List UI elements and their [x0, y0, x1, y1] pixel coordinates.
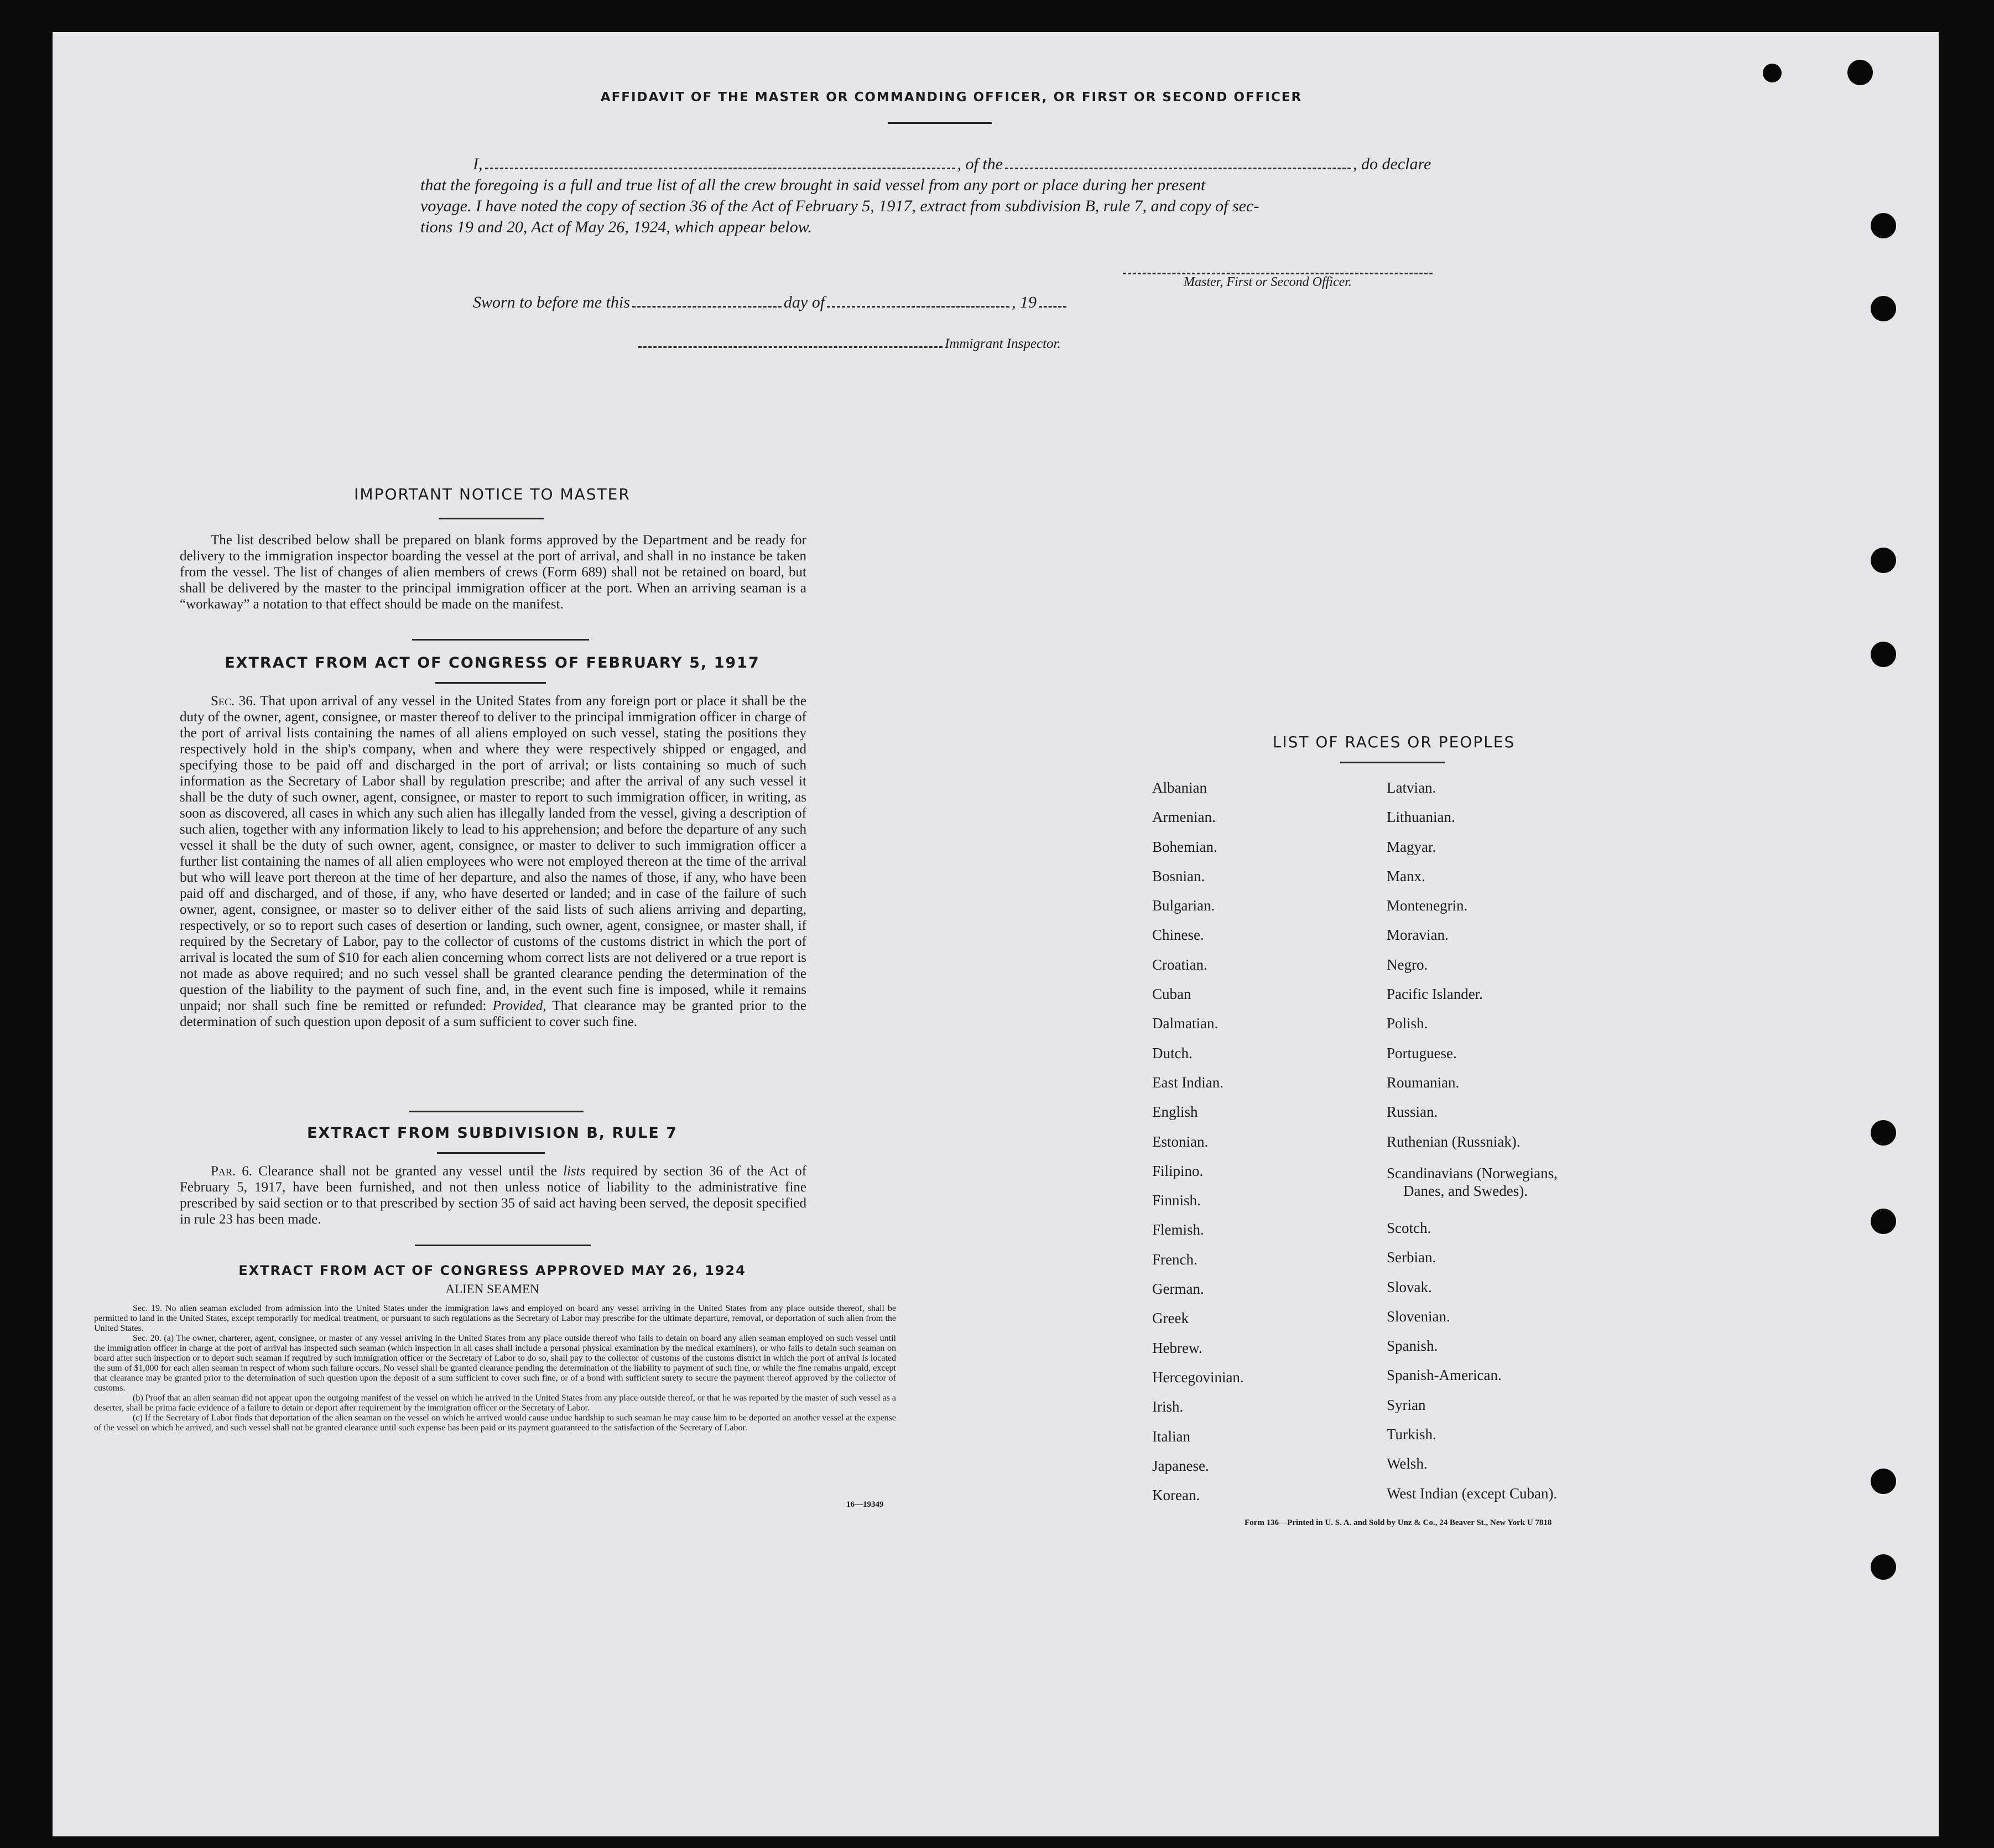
race-item: English: [1152, 1103, 1198, 1121]
race-item: Dutch.: [1152, 1044, 1193, 1061]
do-declare-label: , do declare: [1353, 155, 1431, 173]
race-item: Dalmatian.: [1152, 1015, 1219, 1032]
race-item: Portuguese.: [1387, 1044, 1457, 1061]
race-item: French.: [1152, 1251, 1198, 1268]
sworn-year-field[interactable]: [1039, 300, 1066, 308]
inspector-field[interactable]: [638, 341, 943, 348]
race-item: Armenian.: [1152, 809, 1216, 826]
of-the-label: , of the: [957, 155, 1003, 173]
race-item: Cuban: [1152, 986, 1191, 1003]
extract-1924-title: EXTRACT FROM ACT OF CONGRESS APPROVED MAY 26, 1924: [238, 1263, 746, 1278]
races-left-column: [1152, 773, 1244, 1510]
sworn-line: [473, 293, 1069, 312]
divider: [415, 1245, 591, 1246]
race-item: Serbian.: [1387, 1249, 1436, 1266]
par-6-text: Clearance shall not be granted any vessel until the: [258, 1164, 557, 1179]
sworn-label: Sworn to before me this: [473, 293, 630, 311]
sworn-day-field[interactable]: [632, 300, 782, 308]
sec-36-label: Sec. 36.: [211, 694, 257, 709]
punch-hole: [1871, 1120, 1896, 1146]
race-item: Irish.: [1152, 1398, 1184, 1415]
divider: [1340, 762, 1445, 763]
signature-line[interactable]: [1123, 268, 1433, 274]
sec-36-text-end: That clearance may be granted prior to the determination of such question upon deposit of a sum sufficient to cover such fine.: [180, 998, 806, 1029]
punch-hole: [1871, 296, 1896, 321]
subdivision-b-body: [180, 1163, 806, 1227]
inspector-label: Immigrant Inspector.: [945, 336, 1061, 351]
race-item: Estonian.: [1152, 1133, 1209, 1150]
signature-label: Master, First or Second Officer.: [1184, 275, 1352, 289]
race-item: West Indian (except Cuban).: [1387, 1485, 1558, 1502]
alien-seamen-subtitle: ALIEN SEAMEN: [445, 1282, 539, 1296]
divider: [439, 518, 544, 519]
race-item: Manx.: [1387, 867, 1425, 884]
inspector-line: [636, 336, 1061, 352]
races-title: LIST OF RACES OR PEOPLES: [1272, 733, 1516, 751]
extract-1917-body: [180, 693, 806, 1030]
lists-word: lists: [563, 1164, 586, 1179]
year-label: , 19: [1012, 293, 1037, 311]
divider: [435, 682, 546, 684]
race-item: Welsh.: [1387, 1455, 1428, 1472]
sworn-month-field[interactable]: [827, 300, 1009, 308]
race-item: Lithuanian.: [1387, 809, 1455, 826]
form-code: 16—19349: [846, 1500, 884, 1509]
race-item: Ruthenian (Russniak).: [1387, 1133, 1521, 1150]
race-item: Russian.: [1387, 1103, 1438, 1121]
par-6-label: Par. 6.: [211, 1164, 252, 1179]
notice-title: IMPORTANT NOTICE TO MASTER: [354, 485, 631, 503]
sec-36-text: That upon arrival of any vessel in the United States from any foreign port or place it shall be the duty of the owner, agent, consignee, or master thereof to deliver to the principal immigration officer in charge of the port of arrival lists containing the names of all aliens employed on such vessel, stating the positions they respectively hold in the ship's company, when and where they were respectively shipped or engaged, and specifying those to be paid off and discharged in the port of arrival; or lists containing so much of such information as the Secretary of Labor shall by regulation prescribe; and after the arrival of any such vessel it shall be the duty of such owner, agent, consignee, or master to report to such immigration officer, in writing, as soon as discovered, all cases in which any such alien has illegally landed from the vessel, giving a description of such alien, together with any information likely to lead to his apprehension; and before the departure of any such vessel it shall be the duty of such owner, agent, consignee, or master to deliver to such immigration officer a further list containing the names of all alien employees who were not employed thereon at the time of the arrival but who will leave port thereon at the time of her departure, and also the names of those, if any, who have been paid off and discharged, and of those, if any, who have deserted or landed; and in case of the failure of such owner, agent, consignee, or master so to deliver either of the said lists of such aliens arriving and departing, respectively, or so to report such cases of desertion or landing, such owner, agent, consignee, or master shall, if required by the Secretary of Labor, pay to the collector of customs of the customs district in which the port of arrival is located the sum of $10 for each alien concerning whom correct lists are not delivered or a true report is not made as above required; and no such vessel shall be granted clearance pending the determination of the question of the liability to the payment of such fine, and, in the event such fine is imposed, while it remains unpaid; nor shall such fine be remitted or refunded:: [180, 694, 806, 1013]
races-right-column-continued: [1387, 1214, 1557, 1508]
extract-1924-body: [94, 1304, 896, 1433]
notice-body: The list described below shall be prepared on blank forms approved by the Department and be ready for delivery to the immigration inspector boarding the vessel at the port of arrival, and shall in no instance be taken from the vessel. The list of changes of alien members of crews (Form 689) shall not be retained on board, but shall be delivered by the master to the principal immigration officer at the port. When an arriving seaman is a “workaway” a notation to that effect should be made on the manifest.: [180, 533, 806, 612]
race-item: Spanish.: [1387, 1337, 1438, 1355]
race-item: Greek: [1152, 1310, 1189, 1327]
punch-hole: [1763, 64, 1782, 82]
punch-hole: [1871, 1554, 1896, 1580]
race-item: Filipino.: [1152, 1162, 1204, 1179]
punch-hole: [1871, 642, 1896, 667]
race-scandinavians: Scandinavians (Norwegians, Danes, and Swedes).: [1387, 1165, 1558, 1199]
race-item: Pacific Islander.: [1387, 986, 1483, 1003]
name-field[interactable]: [485, 162, 955, 169]
race-item: Slovenian.: [1387, 1308, 1450, 1325]
race-item: Magyar.: [1387, 838, 1436, 855]
affidavit-line-1: [420, 154, 1460, 175]
sec-20c-text: (c) If the Secretary of Labor finds that deportation of the alien seaman on the vessel on which he arrived would cause undue hardship to such seaman he may cause him to be deported on another vessel at the expense of the vessel on which he arrived, and such vessel shall not be granted clearance until such expense has been paid or its payment guaranteed to the satisfaction of the Secretary of Labor.: [94, 1413, 896, 1433]
race-item: Montenegrin.: [1387, 897, 1468, 914]
race-item: Japanese.: [1152, 1457, 1209, 1474]
divider: [437, 1152, 545, 1154]
sec-19-text: Sec. 19. No alien seaman excluded from admission into the United States under the immigration laws and employed on board any vessel arriving in the United States from any place outside thereof, shall be permitted to land in the United States, except temporarily for medical treatment, or pursuant to such regulations as the Secretary of Labor may prescribe for the ultimate departure, removal, or deportation of such alien from the United States.: [94, 1304, 896, 1333]
sec-20a-text: Sec. 20. (a) The owner, charterer, agent, consignee, or master of any vessel arriving in the United States from any place outside thereof who fails to detain on board any alien seaman employed on such vessel until the immigration officer in charge at the port of arrival has inspected such seaman (which inspection in all cases shall include a personal physical examination by the medical examiners), or who fails to detain such seaman on board after such inspection or to deport such seaman if required by such immigration officer or the Secretary of Labor to do so, shall pay to the collector of customs of the customs district in which the port of arrival is located the sum of $1,000 for each alien seaman in respect of whom such failure occurs. No vessel shall be granted clearance pending the determination of the liability to payment of such fine, or while the fine remains unpaid, except that clearance may be granted prior to the determination of such question upon the deposit of a sum sufficient to cover such fine, or of a bond with sufficient surety to secure the payment thereof approved by the collector of customs.: [94, 1334, 896, 1393]
race-item: German.: [1152, 1280, 1204, 1298]
race-item: Syrian: [1387, 1396, 1426, 1413]
affidavit-line-3: voyage. I have noted the copy of section 36 of the Act of February 5, 1917, extract from subdivision B, rule 7, and copy of sec-: [420, 197, 1259, 215]
race-item: Roumanian.: [1387, 1074, 1460, 1091]
vessel-field[interactable]: [1005, 162, 1351, 169]
affidavit-title: AFFIDAVIT OF THE MASTER OR COMMANDING OFFICER, OR FIRST OR SECOND OFFICER: [600, 90, 1303, 105]
race-item: Turkish.: [1387, 1426, 1436, 1443]
race-item: Polish.: [1387, 1015, 1428, 1032]
provided-word: Provided,: [492, 998, 546, 1013]
affidavit-declaration: [420, 154, 1460, 238]
races-right-column: [1387, 773, 1520, 1157]
race-item: Finnish.: [1152, 1192, 1201, 1209]
race-item: Slovak.: [1387, 1278, 1432, 1295]
extract-1917-title: EXTRACT FROM ACT OF CONGRESS OF FEBRUARY 5, 1917: [225, 654, 760, 671]
race-item: Chinese.: [1152, 926, 1204, 944]
par-6-text-end: required by section 36 of the Act of February 5, 1917, have been furnished, and not then unless notice of liability to the administrative fine prescribed by said section or to that prescribed by section 35 of said act having been served, the deposit specified in rule 23 has been made.: [180, 1164, 807, 1227]
day-of-label: day of: [783, 293, 825, 311]
race-item: Korean.: [1152, 1487, 1200, 1504]
subdivision-b-title: EXTRACT FROM SUBDIVISION B, RULE 7: [306, 1125, 678, 1142]
race-item: Italian: [1152, 1428, 1190, 1445]
race-item: East Indian.: [1152, 1074, 1224, 1091]
affidavit-line-2: that the foregoing is a full and true list of all the crew brought in said vessel from any port or place during her present: [420, 176, 1206, 194]
i-label: I,: [473, 155, 483, 173]
punch-hole: [1871, 548, 1896, 573]
punch-hole: [1871, 213, 1896, 238]
race-item: Bosnian.: [1152, 867, 1205, 884]
race-item: Negro.: [1387, 956, 1428, 973]
race-item: Latvian.: [1387, 779, 1436, 796]
race-item: Spanish-American.: [1387, 1367, 1502, 1384]
punch-hole: [1847, 60, 1873, 85]
race-item: Bohemian.: [1152, 838, 1217, 855]
race-item: Flemish.: [1152, 1221, 1204, 1238]
sec-20b-text: (b) Proof that an alien seaman did not appear upon the outgoing manifest of the vessel on which he arrived in the United States from any place outside thereof, or that he was reported by the master of such vessel as a deserter, shall be prima facie evidence of a failure to detain or deport after requirement by the immigration officer or the Secretary of Labor.: [94, 1393, 896, 1413]
race-item: Albanian: [1152, 779, 1207, 796]
race-item: Croatian.: [1152, 956, 1207, 973]
punch-hole: [1871, 1209, 1896, 1234]
race-item: Scotch.: [1387, 1220, 1431, 1236]
form-footer: Form 136—Printed in U. S. A. and Sold by Unz & Co., 24 Beaver St., New York U 7818: [1245, 1518, 1552, 1527]
affidavit-line-4: tions 19 and 20, Act of May 26, 1924, which appear below.: [420, 218, 813, 236]
punch-hole: [1871, 1469, 1896, 1494]
race-item: Moravian.: [1387, 926, 1449, 944]
divider: [409, 1111, 584, 1112]
divider: [888, 122, 992, 124]
race-item: Hercegovinian.: [1152, 1368, 1244, 1386]
race-item: Hebrew.: [1152, 1339, 1202, 1356]
race-item: Bulgarian.: [1152, 897, 1215, 914]
divider: [412, 639, 589, 641]
